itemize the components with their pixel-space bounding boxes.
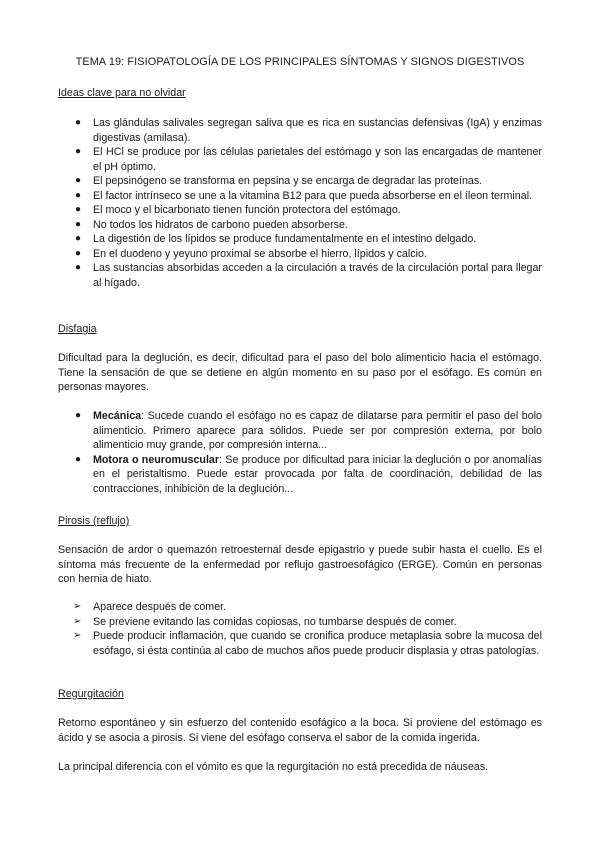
disfagia-list bbox=[58, 409, 542, 496]
pirosis-intro: Sensación de ardor o quemazón retroesternal desde epigastrio y puede subir hasta el cuello. Es el síntoma más frecuente de la enfermedad por reflujo gastroesofágico (ERGE). Común en personas con hernia de hiato. bbox=[58, 544, 542, 585]
bullet-icon: ● bbox=[75, 175, 82, 186]
bullet-icon: ● bbox=[75, 204, 82, 215]
bullet-icon: ● bbox=[75, 233, 82, 244]
list-item: ● Mecánica: Sucede cuando el esófago no es capaz de dilatarse para permitir el paso del bolo alimenticio. Primero aparece para sólidos. Puede ser por compresión externa, por bolo alimenticio muy grande, por compresión interna... bbox=[75, 410, 542, 451]
list-item: ● El moco y el bicarbonato tienen función protectora del estómago. bbox=[75, 204, 401, 216]
bullet-icon: ● bbox=[75, 117, 82, 128]
arrow-bullet-icon: ➢ bbox=[73, 601, 82, 612]
list-item: ● Las glándulas salivales segregan saliva que es rica en sustancias defensivas (IgA) y enzimas digestivas (amilasa). bbox=[75, 117, 542, 144]
list-item: ● El factor intrínseco se une a la vitamina B12 para que pueda absorberse en el íleon terminal. bbox=[75, 189, 533, 202]
disfagia-intro: Dificultad para la deglución, es decir, dificultad para el paso del bolo alimenticio hacia el estómago. Tiene la sensación de que se detiene en algún momento en su paso por el esófago. Es común en personas mayores. bbox=[58, 352, 542, 393]
pirosis-note: (reflujo) bbox=[90, 515, 130, 527]
arrow-bullet-icon: ➢ bbox=[73, 630, 82, 641]
list-item: ➢ Aparece después de comer. bbox=[73, 601, 227, 613]
bullet-icon: ● bbox=[75, 262, 82, 273]
list-item: ● Motora o neuromuscular: Se produce por dificultad para iniciar la deglución o por anomalías en el peristaltismo. Puede estar provocada por falta de coordinación, debilidad de las contracciones, inhibición de la deglución... bbox=[75, 453, 542, 495]
list-item: ➢ Puede producir inflamación, que cuando se cronifica produce metaplasia sobre la mucosa del esófago, si ésta continúa al cabo de muchos años puede producir displasia y otras patologías. bbox=[73, 630, 542, 657]
regurgitacion-heading: Regurgitación bbox=[58, 688, 124, 700]
list-item: ● Las sustancias absorbidas acceden a la circulación a través de la circulación portal para llegar al hígado. bbox=[75, 262, 542, 289]
ideas-heading: Ideas clave para no olvidar bbox=[58, 87, 186, 99]
ideas-list bbox=[58, 116, 542, 290]
term-mecanica: Mecánica bbox=[93, 410, 142, 422]
list-item: ● No todos los hidratos de carbono pueden absorberse. bbox=[75, 218, 348, 231]
pirosis-heading: Pirosis (reflujo) bbox=[58, 515, 130, 527]
term-motora: Motora o neuromuscular bbox=[93, 453, 220, 466]
regurgitacion-para2: La principal diferencia con el vómito es que la regurgitación no está precedida de náuseas. bbox=[58, 761, 489, 773]
pirosis-list bbox=[58, 600, 542, 658]
bullet-icon: ● bbox=[75, 189, 82, 201]
regurgitacion-para1: Retorno espontáneo y sin esfuerzo del contenido esofágico a la boca. Si proviene del estómago es ácido y se asocia a pirosis. Si viene del esófago conserva el sabor de la comida ingerida. bbox=[58, 717, 542, 744]
bullet-icon: ● bbox=[75, 146, 82, 157]
list-item: ● El HCl se produce por las células parietales del estómago y son las encargadas de mantener el pH óptimo. bbox=[75, 146, 542, 173]
disfagia-heading: Disfagia bbox=[58, 323, 97, 335]
document-title: TEMA 19: FISIOPATOLOGÍA DE LOS PRINCIPALES SÍNTOMAS Y SIGNOS DIGESTIVOS bbox=[75, 56, 525, 68]
arrow-bullet-icon: ➢ bbox=[73, 615, 82, 627]
bullet-icon: ● bbox=[75, 218, 82, 230]
bullet-icon: ● bbox=[75, 453, 82, 465]
list-item: ● En el duodeno y yeyuno proximal se absorbe el hierro, lípidos y calcio. bbox=[75, 247, 427, 260]
bullet-icon: ● bbox=[75, 410, 82, 421]
list-item: ➢ Se previene evitando las comidas copiosas, no tumbarse después de comer. bbox=[73, 615, 457, 628]
list-item: ● El pepsinógeno se transforma en pepsina y se encarga de degradar las proteínas. bbox=[75, 175, 483, 187]
bullet-icon: ● bbox=[75, 247, 82, 259]
list-item: ● La digestión de los lípidos se produce fundamentalmente en el intestino delgado. bbox=[75, 233, 477, 245]
